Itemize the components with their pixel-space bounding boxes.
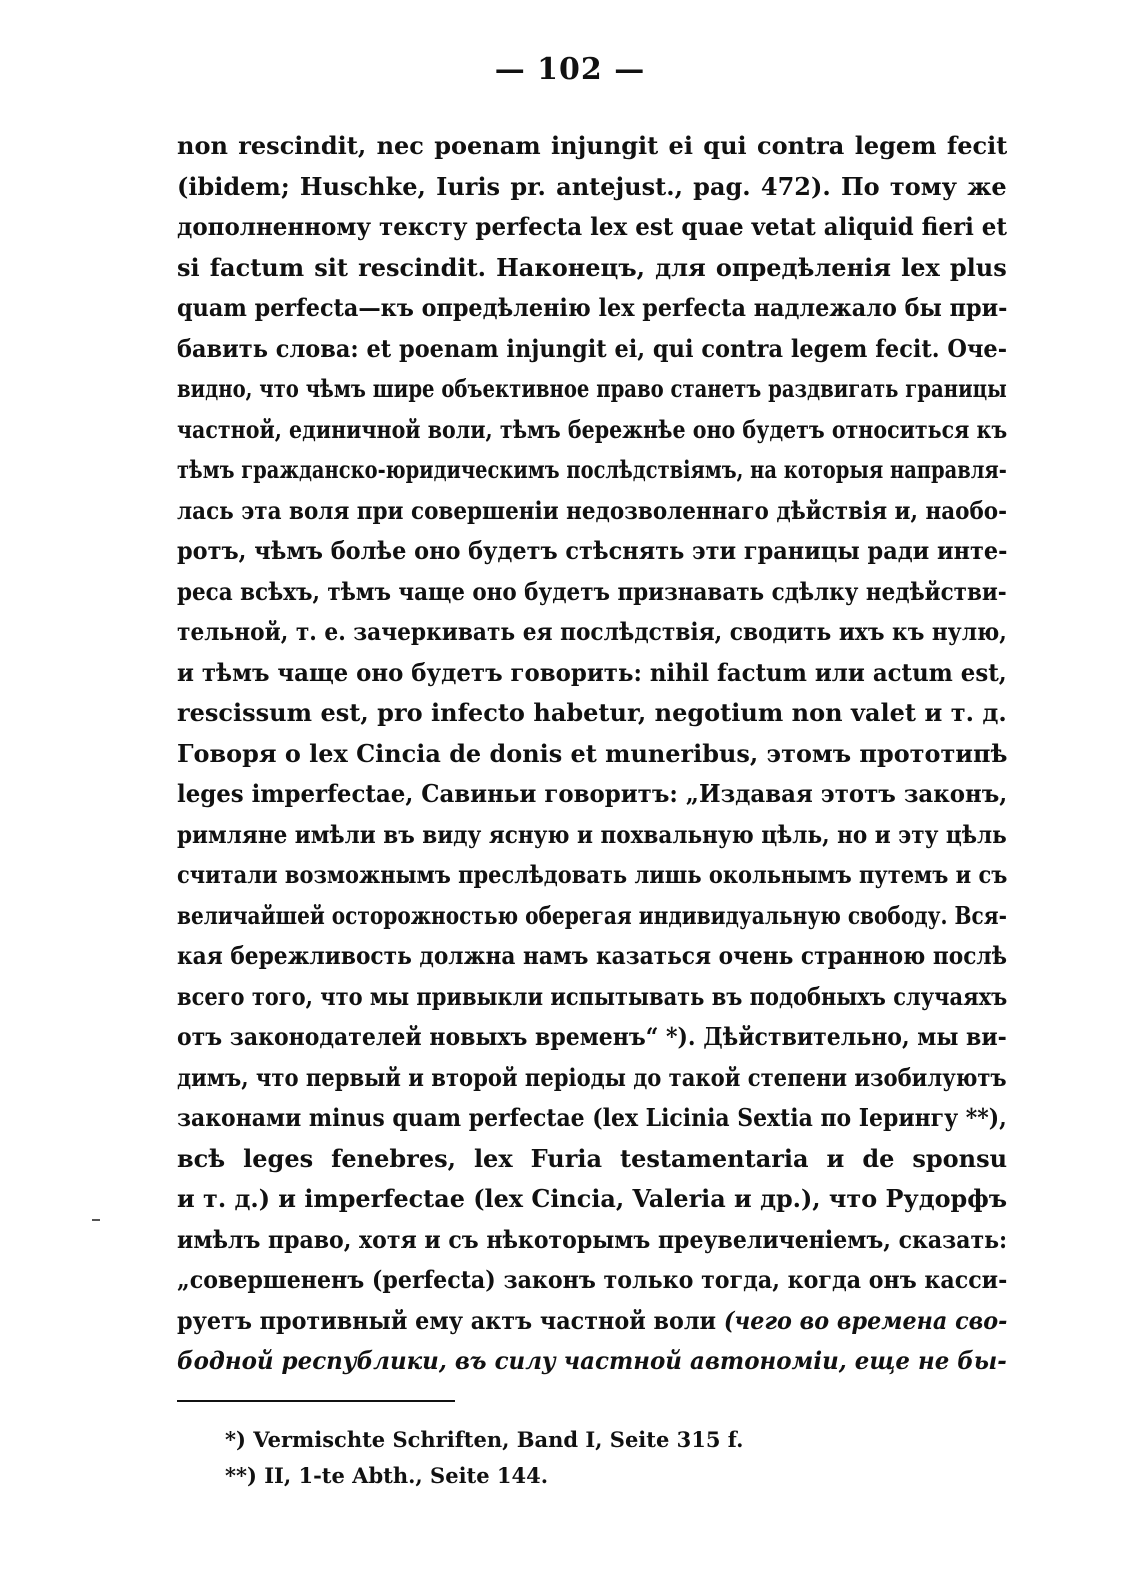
text-line-roman: non rescindit, nec poenam injungit ei qui contra legem fecit (177, 131, 1007, 160)
text-line-roman: частной, единичной воли, тѣмъ бережнѣе оно будетъ относиться къ (177, 414, 1007, 444)
text-line-roman: ротъ, чѣмъ болѣе оно будетъ стѣснять эти границы ради инте- (177, 536, 1007, 565)
text-line-roman: „совершененъ (perfecta) законъ только тогда, когда онъ касси- (177, 1265, 1007, 1294)
text-line (177, 167, 1007, 208)
text-line (177, 369, 1007, 410)
text-line (177, 1220, 1007, 1261)
text-line-roman: и т. д.) и imperfectae (lex Cincia, Valeria и др.), что Рудорфъ (177, 1184, 1007, 1213)
text-line (177, 815, 1007, 856)
text-line (177, 410, 1007, 451)
text-line-roman: и тѣмъ чаще оно будетъ говорить: nihil factum или actum est, (177, 657, 1007, 687)
text-line (177, 653, 1007, 694)
footnotes (225, 1422, 925, 1494)
text-line (177, 1179, 1007, 1220)
text-line-roman: (ibidem; Huschke, Iuris pr. antejust., pag. 472). По тому же (177, 171, 1007, 201)
text-line-roman: величайшей осторожностью оберегая индивидуальную свободу. Вся- (177, 900, 1007, 930)
page-number: — 102 — (494, 52, 646, 87)
text-line-roman: кая бережливость должна намъ казаться очень странною послѣ (177, 941, 1007, 970)
text-line-roman: всего того, что мы привыкли испытывать въ подобныхъ случаяхъ (177, 981, 1007, 1011)
footnote: *) Vermischte Schriften, Band I, Seite 315 f. (225, 1427, 744, 1452)
text-line (177, 572, 1007, 613)
text-line (177, 1098, 1007, 1139)
text-line (177, 126, 1007, 167)
body-text (177, 126, 1007, 1382)
text-line-italic: (чего во времена сво- (723, 1305, 1007, 1335)
text-line-roman: дополненному тексту perfecta lex est quae vetat aliquid fieri et (177, 212, 1007, 241)
text-line (177, 693, 1007, 734)
text-line (177, 248, 1007, 289)
text-line-roman: считали возможнымъ преслѣдовать лишь окольнымъ путемъ и съ (177, 860, 1007, 889)
text-line-roman: всѣ leges fenebres, lex Furia testamentaria и de sponsu (177, 1143, 1007, 1173)
text-line (177, 207, 1007, 248)
text-line (177, 896, 1007, 937)
text-line-roman: rescissum est, pro infecto habetur, negotium non valet и т. д. (177, 698, 1007, 727)
text-line (177, 774, 1007, 815)
text-line-roman: отъ законодателей новыхъ временъ“ *). Дѣйствительно, мы ви- (177, 1022, 1007, 1051)
text-line-roman: quam perfecta—къ опредѣленію lex perfecta надлежало бы при- (177, 293, 1007, 322)
text-line-roman: законами minus quam perfectae (lex Licinia Sextia по Іерингу **), (177, 1103, 1007, 1132)
text-line-roman: leges imperfectae, Савиньи говоритъ: „Издавая этотъ законъ, (177, 779, 1007, 808)
text-line (177, 1341, 1007, 1382)
text-line (177, 288, 1007, 329)
text-line-roman: димъ, что первый и второй періоды до такой степени изобилуютъ (177, 1062, 1007, 1092)
text-line (177, 1017, 1007, 1058)
text-line-roman: лась эта воля при совершеніи недозволеннаго дѣйствія и, наобо- (177, 495, 1007, 525)
text-line (177, 1139, 1007, 1180)
text-line-roman: руетъ противный ему актъ частной воли (177, 1305, 717, 1335)
text-line-roman: бавить слова: et poenam injungit ei, qui contra legem fecit. Оче- (177, 333, 1007, 363)
text-line (177, 1260, 1007, 1301)
text-line-italic: бодной республики, въ силу частной автономіи, еще не бы- (177, 1346, 1007, 1375)
text-line (177, 450, 1007, 491)
text-line-roman: тельной, т. е. зачеркивать ея послѣдствія, сводить ихъ къ нулю, (177, 617, 1007, 646)
text-line (177, 491, 1007, 532)
text-line-roman: тѣмъ гражданско-юридическимъ послѣдствіямъ, на которыя направля- (177, 455, 1007, 484)
text-line (177, 855, 1007, 896)
text-line (177, 612, 1007, 653)
text-line (177, 1058, 1007, 1099)
text-line-roman: видно, что чѣмъ шире объективное право станетъ раздвигать границы (177, 374, 1007, 403)
text-line (177, 531, 1007, 572)
margin-mark (92, 1219, 100, 1221)
text-line (177, 329, 1007, 370)
text-line-roman: имѣлъ право, хотя и съ нѣкоторымъ преувеличеніемъ, сказать: (177, 1224, 1007, 1254)
text-line-roman: Говоря о lex Cincia de donis et muneribus, этомъ прототипѣ (177, 738, 1007, 768)
footnote: **) II, 1-te Abth., Seite 144. (225, 1463, 549, 1488)
text-line-roman: реса всѣхъ, тѣмъ чаще оно будетъ признавать сдѣлку недѣйстви- (177, 576, 1007, 606)
text-line (177, 936, 1007, 977)
text-line-roman: si factum sit rescindit. Наконецъ, для опредѣленія lex plus (177, 252, 1007, 282)
text-line (177, 1301, 1007, 1342)
text-line (177, 977, 1007, 1018)
text-line (177, 734, 1007, 775)
footnote-separator (177, 1400, 455, 1402)
text-line-roman: римляне имѣли въ виду ясную и похвальную цѣль, но и эту цѣль (177, 819, 1007, 849)
